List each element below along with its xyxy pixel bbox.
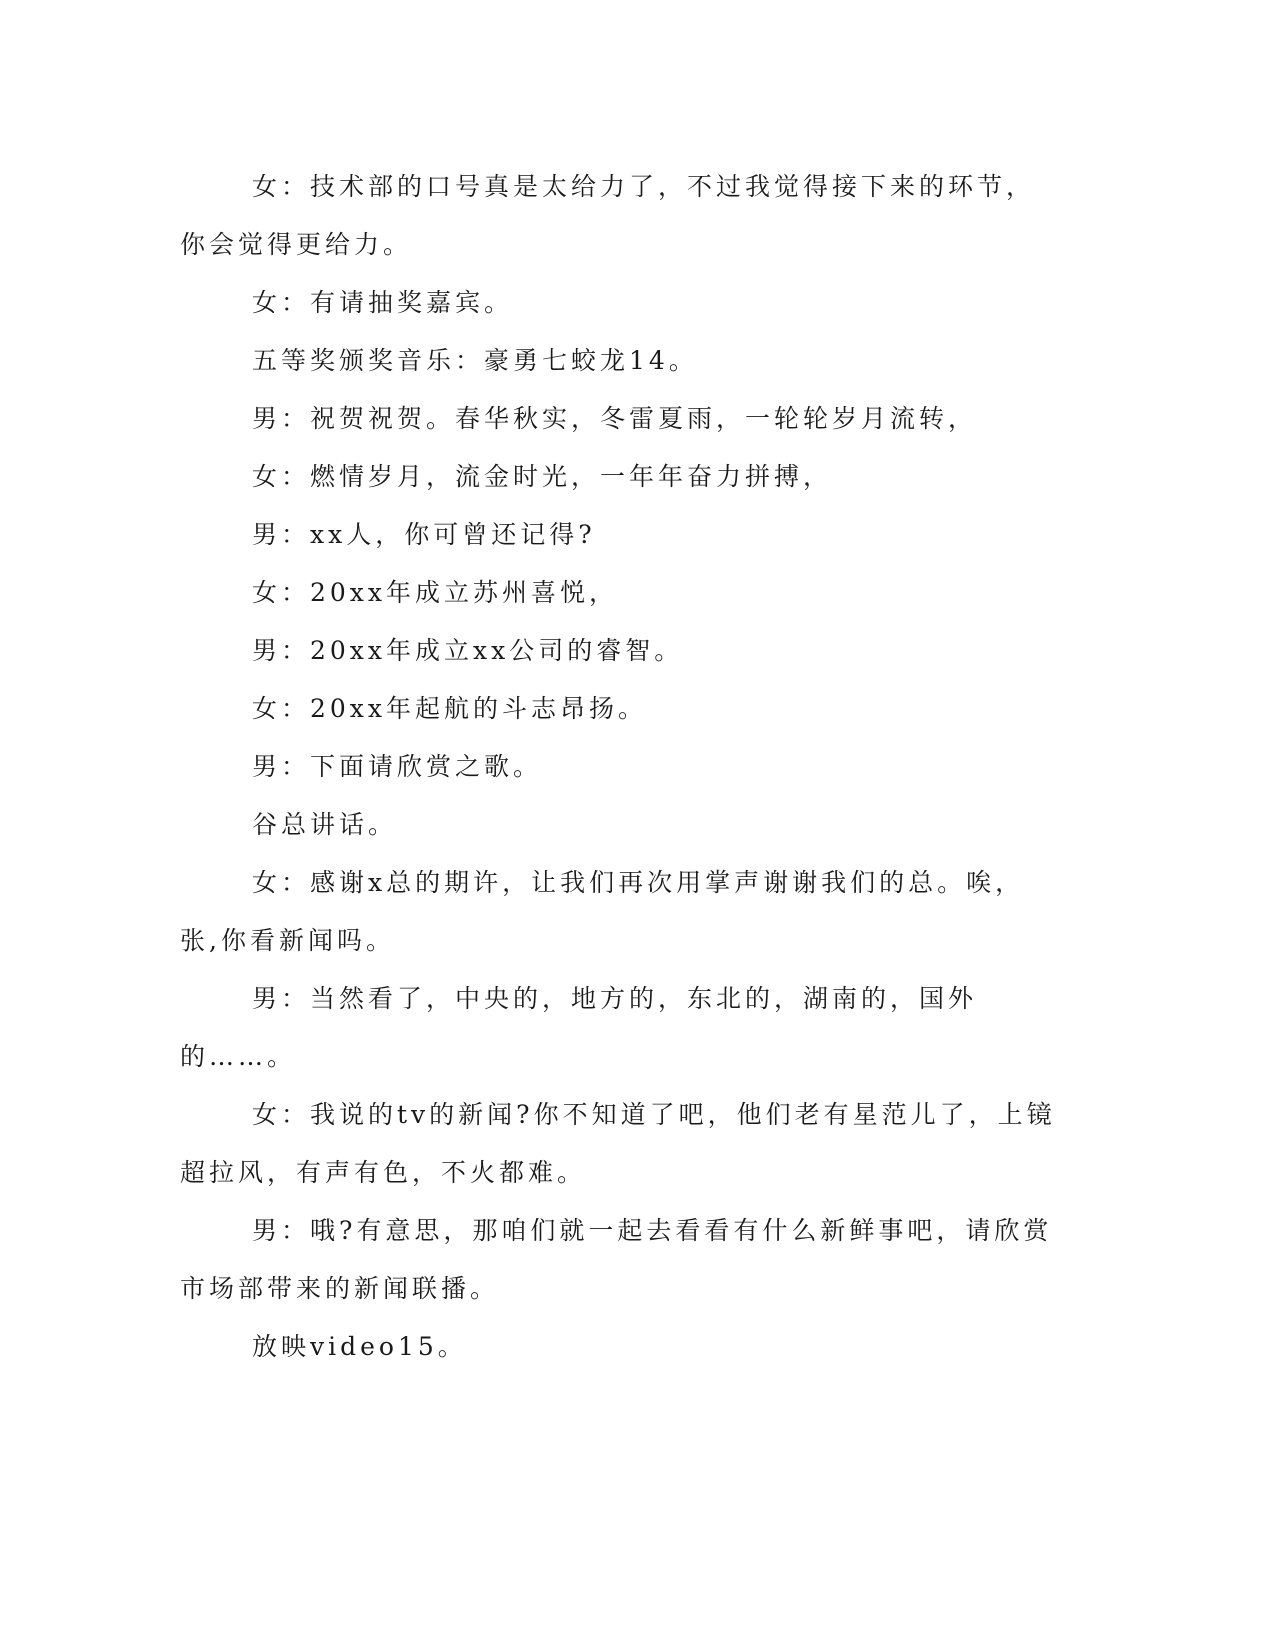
paragraph-5: 女：燃情岁月，流金时光，一年年奋力拼搏， <box>252 462 833 491</box>
paragraph-9: 女：20xx年起航的斗志昂扬。 <box>252 694 648 723</box>
paragraph-1: 女：技术部的口号真是太给力了，不过我觉得接下来的环节，你会觉得更给力。 <box>180 172 1036 259</box>
paragraph-13: 男：当然看了，中央的，地方的，东北的，湖南的，国外的……。 <box>180 984 978 1071</box>
paragraph-11: 谷总讲话。 <box>252 810 398 839</box>
paragraph-6: 男：xx人，你可曾还记得? <box>252 520 596 549</box>
paragraph-10: 男：下面请欣赏之歌。 <box>252 752 543 781</box>
paragraph-7: 女：20xx年成立苏州喜悦， <box>252 578 619 607</box>
document-body <box>180 158 1060 1376</box>
paragraph-14: 女：我说的tv的新闻?你不知道了吧，他们老有星范儿了，上镜超拉风，有声有色，不火都难。 <box>180 1100 1056 1187</box>
paragraph-2: 女：有请抽奖嘉宾。 <box>252 288 514 317</box>
paragraph-4: 男：祝贺祝贺。春华秋实，冬雷夏雨，一轮轮岁月流转， <box>252 404 978 433</box>
paragraph-8: 男：20xx年成立xx公司的睿智。 <box>252 636 684 665</box>
paragraph-16: 放映video15。 <box>252 1332 467 1361</box>
paragraph-3: 五等奖颁奖音乐：豪勇七蛟龙14。 <box>252 346 698 375</box>
paragraph-12: 女：感谢x总的期许，让我们再次用掌声谢谢我们的总。唉，张,你看新闻吗。 <box>180 868 1025 955</box>
paragraph-15: 男：哦?有意思，那咱们就一起去看看有什么新鲜事吧，请欣赏市场部带来的新闻联播。 <box>180 1216 1053 1303</box>
